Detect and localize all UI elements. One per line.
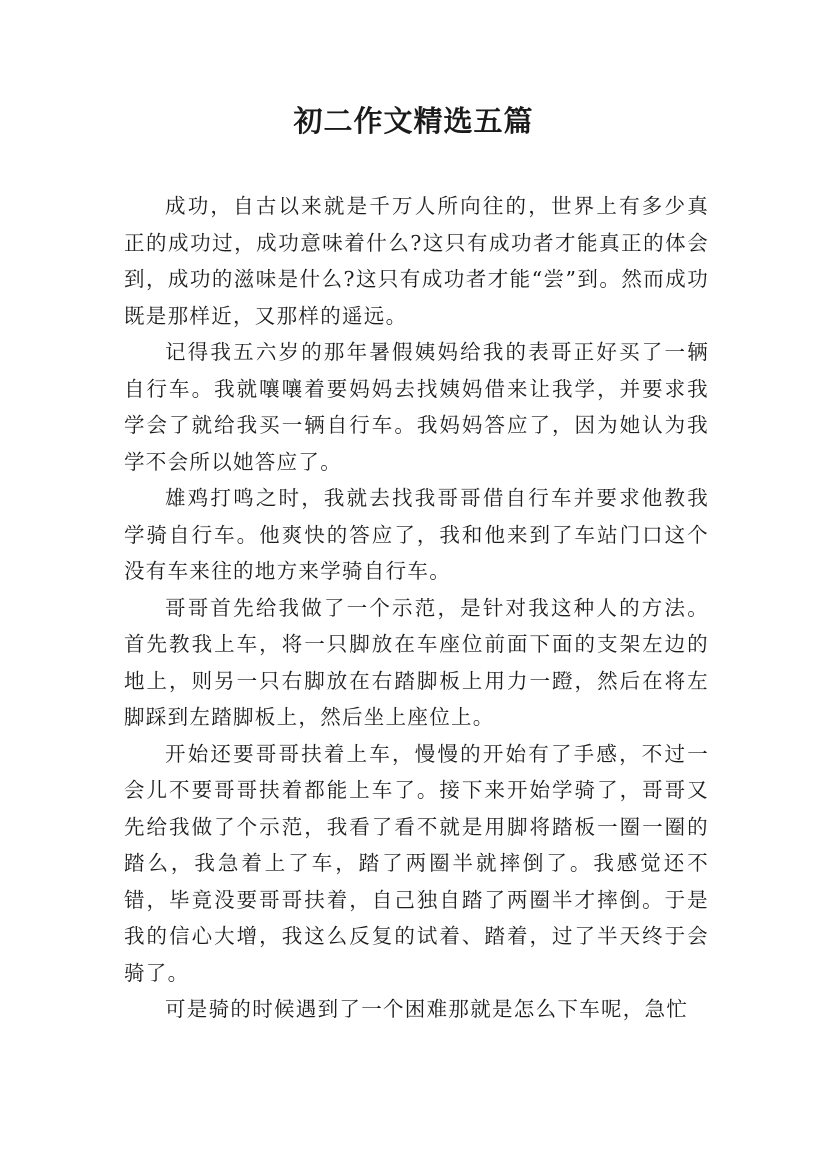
paragraph: 雄鸡打鸣之时，我就去找我哥哥借自行车并要求他教我学骑自行车。他爽快的答应了，我和他来到了车站门口这个没有车来往的地方来学骑自行车。	[124, 486, 709, 583]
document-body	[124, 188, 709, 1028]
paragraph: 开始还要哥哥扶着上车，慢慢的开始有了手感，不过一会儿不要哥哥扶着都能上车了。接下来开始学骑了，哥哥又先给我做了个示范，我看了看不就是用脚将踏板一圈一圈的踏么，我急着上了车，踏了两圈半就摔倒了。我感觉还不错，毕竟没要哥哥扶着，自己独自踏了两圈半才摔倒。于是我的信心大增，我这么反复的试着、踏着，过了半天终于会骑了。	[124, 741, 709, 985]
paragraph: 成功，自古以来就是千万人所向往的，世界上有多少真正的成功过，成功意味着什么?这只有成功者才能真正的体会到，成功的滋味是什么?这只有成功者才能“尝”到。然而成功既是那样近，又那样的遥远。	[124, 194, 709, 328]
paragraph: 可是骑的时候遇到了一个困难那就是怎么下车呢，急忙	[165, 997, 689, 1021]
paragraph: 哥哥首先给我做了一个示范，是针对我这种人的方法。首先教我上车，将一只脚放在车座位前面下面的支架左边的地上，则另一只右脚放在右踏脚板上用力一蹬，然后在将左脚踩到左踏脚板上，然后坐上座位上。	[124, 595, 709, 729]
paragraph: 记得我五六岁的那年暑假姨妈给我的表哥正好买了一辆自行车。我就嚷嚷着要妈妈去找姨妈借来让我学，并要求我学会了就给我买一辆自行车。我妈妈答应了，因为她认为我学不会所以她答应了。	[124, 340, 709, 474]
document-title: 初二作文精选五篇	[293, 104, 534, 138]
